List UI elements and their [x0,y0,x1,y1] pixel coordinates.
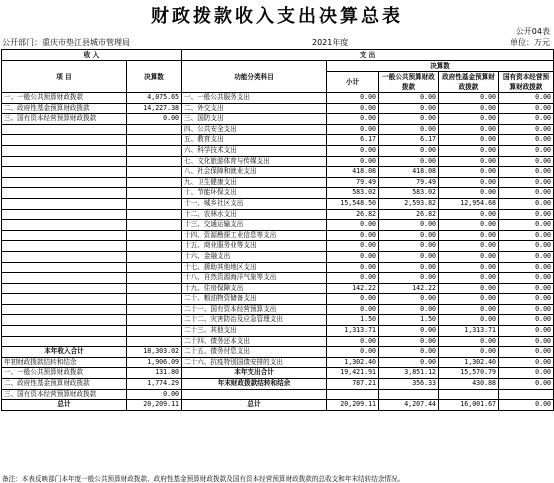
income-amount [127,135,182,146]
total-subtotal: 20,209.11 [327,400,379,411]
expense-general: 0.00 [379,304,439,315]
income-item [2,209,127,220]
expense-fund: 0.00 [439,156,499,167]
expense-general: 26.82 [379,209,439,220]
expense-state: 0.00 [499,135,554,146]
expense-item: 十四、资源勘探工业信息等支出 [182,230,327,241]
table-row [2,294,554,305]
expense-fund: 0.00 [439,315,499,326]
expense-fund: 0.00 [439,220,499,231]
expense-total-general: 3,851.12 [379,368,439,379]
expense-general: 1.50 [379,315,439,326]
expense-fund: 0.00 [439,167,499,178]
expense-general: 0.00 [379,93,439,104]
expense-general: 0.00 [379,262,439,273]
table-row [2,167,554,178]
total-left: 20,209.11 [127,400,182,411]
expense-item: 二十五、债务付息支出 [182,347,327,358]
income-item [2,315,127,326]
table-row [2,188,554,199]
fiscal-year: 2021年度 [312,38,349,47]
summary-row [2,357,554,368]
income-item [2,241,127,252]
income-item [2,145,127,156]
expense-subtotal: 0.00 [327,336,379,347]
end-fund: 430.88 [439,379,499,390]
report-meta [0,37,554,49]
expense-fund: 0.00 [439,304,499,315]
expense-subtotal: 0.00 [327,93,379,104]
income-amount [127,283,182,294]
expense-item: 一、一般公共服务支出 [182,93,327,104]
expense-state: 0.00 [499,188,554,199]
expense-state: 0.00 [499,273,554,284]
table-row [2,315,554,326]
income-item [2,177,127,188]
income-amount [127,220,182,231]
income-amount: 14,227.38 [127,103,182,114]
expense-item: 十、节能环保支出 [182,188,327,199]
expense-subtotal: 0.00 [327,230,379,241]
summary-row [2,379,554,390]
income-item [2,135,127,146]
expense-item: 十七、援助其他地区支出 [182,262,327,273]
expense-state: 0.00 [499,209,554,220]
expense-item: 九、卫生健康支出 [182,177,327,188]
income-item [2,262,127,273]
income-item: 一、一般公共预算财政拨款 [2,93,127,104]
expense-item: 二十二、灾害防治及应急管理支出 [182,315,327,326]
expense-state: 0.00 [499,315,554,326]
income-amount [127,167,182,178]
expense-total-state: 0.00 [499,368,554,379]
expense-state: 0.00 [499,241,554,252]
end-subtotal: 787.21 [327,379,379,390]
income-item [2,167,127,178]
income-item [2,220,127,231]
expense-fund: 0.00 [439,135,499,146]
table-row [2,114,554,125]
table-row [2,156,554,167]
income-total-label: 本年收入合计 [2,347,127,358]
table-row [2,209,554,220]
table-row [2,251,554,262]
expense-general: 0.00 [379,251,439,262]
expense-general: 583.02 [379,188,439,199]
expense-state: 0.00 [499,103,554,114]
table-row [2,145,554,156]
carry-general-label: 一、一般公共预算财政拨款 [2,368,127,379]
expense-subtotal: 418.08 [327,167,379,178]
table-row [2,273,554,284]
expense-subtotal: 1,302.40 [327,357,379,368]
income-amount [127,124,182,135]
expense-subtotal: 0.00 [327,114,379,125]
empty-cell [327,389,379,400]
subtotal-header: 小计 [327,72,379,93]
table-row [2,262,554,273]
expense-subtotal: 0.00 [327,241,379,252]
general-budget-header: 一般公共预算财政拨款 [379,72,439,93]
income-amount [127,156,182,167]
item-header: 项 目 [2,61,127,93]
expense-item: 十八、自然资源海洋气象等支出 [182,273,327,284]
expense-general: 0.00 [379,326,439,337]
expense-subtotal: 0.00 [327,103,379,114]
expense-general: 0.00 [379,103,439,114]
carry-label: 年初财政拨款结转和结余 [2,357,127,368]
expense-general: 0.00 [379,230,439,241]
expense-item: 十一、城乡社区支出 [182,198,327,209]
summary-row [2,347,554,358]
income-item [2,336,127,347]
expense-fund: 0.00 [439,336,499,347]
expense-state: 0.00 [499,262,554,273]
expense-item: 十三、交通运输支出 [182,220,327,231]
expense-general: 418.08 [379,167,439,178]
footnote: 备注：本表反映部门本年度一般公共预算财政拨款、政府性基金预算财政拨款及国有资本经营预算财政拨款的总收支和年末结转结余情况。 [2,475,405,483]
expense-state: 0.00 [499,156,554,167]
expense-state: 0.00 [499,114,554,125]
expense-item: 八、社会保障和就业支出 [182,167,327,178]
income-amount [127,177,182,188]
income-item [2,230,127,241]
expense-general: 0.00 [379,273,439,284]
end-label: 年末财政拨款结转和结余 [182,379,327,390]
expense-subtotal: 0.00 [327,294,379,305]
expense-item: 二十三、其他支出 [182,326,327,337]
total-state: 0.00 [499,400,554,411]
income-amount [127,198,182,209]
expense-general: 0.00 [379,357,439,368]
income-item: 二、政府性基金预算财政拨款 [2,103,127,114]
expense-fund: 0.00 [439,347,499,358]
carry-general: 131.80 [127,368,182,379]
expense-general: 0.00 [379,347,439,358]
expense-state: 0.00 [499,336,554,347]
expense-subtotal: 0.00 [327,273,379,284]
expense-state: 0.00 [499,294,554,305]
expense-fund: 0.00 [439,251,499,262]
expense-item: 二十六、抗疫特别国债安排的支出 [182,357,327,368]
table-row [2,304,554,315]
budget-table [1,49,554,411]
income-item [2,304,127,315]
income-amount: 4,075.65 [127,93,182,104]
income-amount [127,262,182,273]
income-item [2,124,127,135]
income-item [2,188,127,199]
expense-general: 0.00 [379,220,439,231]
expense-subtotal: 1.50 [327,315,379,326]
expense-item: 四、公共安全支出 [182,124,327,135]
summary-row [2,368,554,379]
expense-fund: 0.00 [439,294,499,305]
expense-item: 七、文化旅游体育与传媒支出 [182,156,327,167]
income-item [2,283,127,294]
table-row [2,336,554,347]
expense-fund: 0.00 [439,103,499,114]
income-amount [127,336,182,347]
expense-state: 0.00 [499,230,554,241]
expense-state: 0.00 [499,347,554,358]
table-row [2,135,554,146]
table-row [2,241,554,252]
expense-fund: 0.00 [439,177,499,188]
money-unit: 单位：万元 [510,38,550,47]
expense-subtotal: 1,313.71 [327,326,379,337]
state-capital-header: 国有资本经营预算财政拨款 [499,72,554,93]
total-general: 4,207.44 [379,400,439,411]
expense-fund: 0.00 [439,283,499,294]
income-amount [127,230,182,241]
amount-header: 决算数 [127,61,182,93]
income-item [2,251,127,262]
end-state: 0.00 [499,379,554,390]
expense-general: 6.17 [379,135,439,146]
expense-total-label: 本年支出合计 [182,368,327,379]
expense-fund: 0.00 [439,241,499,252]
report-title: 财政拨款收入支出决算总表 [151,6,403,27]
table-row [2,220,554,231]
func-item-header: 功能分类科目 [182,61,327,93]
income-amount [127,294,182,305]
income-amount [127,241,182,252]
expense-state: 0.00 [499,283,554,294]
expense-fund: 0.00 [439,230,499,241]
expense-item: 十二、农林水支出 [182,209,327,220]
table-row [2,283,554,294]
expense-item: 二十四、债务还本支出 [182,336,327,347]
income-item [2,198,127,209]
expense-subtotal: 142.22 [327,283,379,294]
total-label-right: 总计 [182,400,327,411]
expense-fund: 0.00 [439,114,499,125]
department-label: 公开部门：重庆市垫江县城市管理局 [2,38,130,47]
expense-general: 2,593.82 [379,198,439,209]
expense-state: 0.00 [499,198,554,209]
expense-fund: 1,313.71 [439,326,499,337]
expense-item: 十五、商业服务业等支出 [182,241,327,252]
expense-general: 0.00 [379,336,439,347]
expense-subtotal: 15,548.50 [327,198,379,209]
income-amount [127,251,182,262]
expense-fund: 0.00 [439,273,499,284]
expense-subtotal: 0.00 [327,347,379,358]
expense-fund: 0.00 [439,188,499,199]
expense-item: 二十一、国有资本经营预算支出 [182,304,327,315]
income-amount [127,188,182,199]
expense-item: 二、外交支出 [182,103,327,114]
total-label-left: 总计 [2,400,127,411]
expense-general: 0.00 [379,156,439,167]
empty-cell [379,389,439,400]
income-item [2,294,127,305]
expense-item: 二十、粮油物资储备支出 [182,294,327,305]
expense-subtotal: 0.00 [327,156,379,167]
summary-row [2,400,554,411]
expense-general: 0.00 [379,114,439,125]
expense-item: 五、教育支出 [182,135,327,146]
expense-subtotal: 0.00 [327,220,379,231]
expense-state: 0.00 [499,304,554,315]
expense-subtotal: 79.49 [327,177,379,188]
expense-fund: 0.00 [439,209,499,220]
expense-header: 支 出 [182,50,554,61]
expense-item: 十九、住房保障支出 [182,283,327,294]
expense-general: 0.00 [379,294,439,305]
expense-general: 0.00 [379,145,439,156]
expense-state: 0.00 [499,167,554,178]
empty-cell [439,389,499,400]
expense-fund: 12,954.68 [439,198,499,209]
income-amount [127,326,182,337]
income-amount [127,145,182,156]
summary-row [2,389,554,400]
income-amount [127,273,182,284]
table-row [2,93,554,104]
empty-cell [499,389,554,400]
expense-state: 0.00 [499,177,554,188]
form-number: 公开04表 [515,27,550,36]
expense-fund: 0.00 [439,145,499,156]
table-row [2,177,554,188]
expense-state: 0.00 [499,124,554,135]
carry-amount: 1,906.09 [127,357,182,368]
expense-fund: 0.00 [439,93,499,104]
fund-budget-header: 政府性基金预算财政拨款 [439,72,499,93]
expense-general: 142.22 [379,283,439,294]
expense-subtotal: 0.00 [327,304,379,315]
income-item [2,156,127,167]
carry-state: 0.00 [127,389,182,400]
expense-state: 0.00 [499,357,554,368]
expense-state: 0.00 [499,251,554,262]
expense-subtotal: 26.82 [327,209,379,220]
expense-subtotal: 0.00 [327,145,379,156]
table-row [2,103,554,114]
expense-subtotal: 0.00 [327,124,379,135]
expense-total-fund: 15,570.79 [439,368,499,379]
expense-item: 三、国防支出 [182,114,327,125]
expense-state: 0.00 [499,93,554,104]
total-fund: 16,001.67 [439,400,499,411]
expense-subtotal: 583.02 [327,188,379,199]
income-amount [127,209,182,220]
expense-state: 0.00 [499,326,554,337]
table-row [2,230,554,241]
expense-subtotal: 0.00 [327,251,379,262]
expense-subtotal: 0.00 [327,262,379,273]
expense-state: 0.00 [499,145,554,156]
expense-fund: 1,302.40 [439,357,499,368]
income-item: 三、国有资本经营预算财政拨款 [2,114,127,125]
expense-fund: 0.00 [439,124,499,135]
expense-fund: 0.00 [439,262,499,273]
expense-general: 79.49 [379,177,439,188]
carry-fund-label: 二、政府性基金预算财政拨款 [2,379,127,390]
table-row [2,326,554,337]
expense-state: 0.00 [499,220,554,231]
income-header: 收 入 [2,50,182,61]
income-amount [127,304,182,315]
expense-subtotal: 6.17 [327,135,379,146]
income-amount [127,315,182,326]
income-total: 18,303.02 [127,347,182,358]
expense-item: 十六、金融支出 [182,251,327,262]
final-group-header: 决算数 [327,61,554,72]
end-general: 356.33 [379,379,439,390]
expense-total-subtotal: 19,421.91 [327,368,379,379]
income-item [2,326,127,337]
carry-state-label: 三、国有资本经营预算财政拨款 [2,389,127,400]
empty-cell [182,389,327,400]
income-item [2,273,127,284]
expense-general: 0.00 [379,241,439,252]
expense-item: 六、科学技术支出 [182,145,327,156]
income-amount: 0.00 [127,114,182,125]
table-row [2,124,554,135]
carry-fund: 1,774.29 [127,379,182,390]
table-row [2,198,554,209]
expense-general: 0.00 [379,124,439,135]
